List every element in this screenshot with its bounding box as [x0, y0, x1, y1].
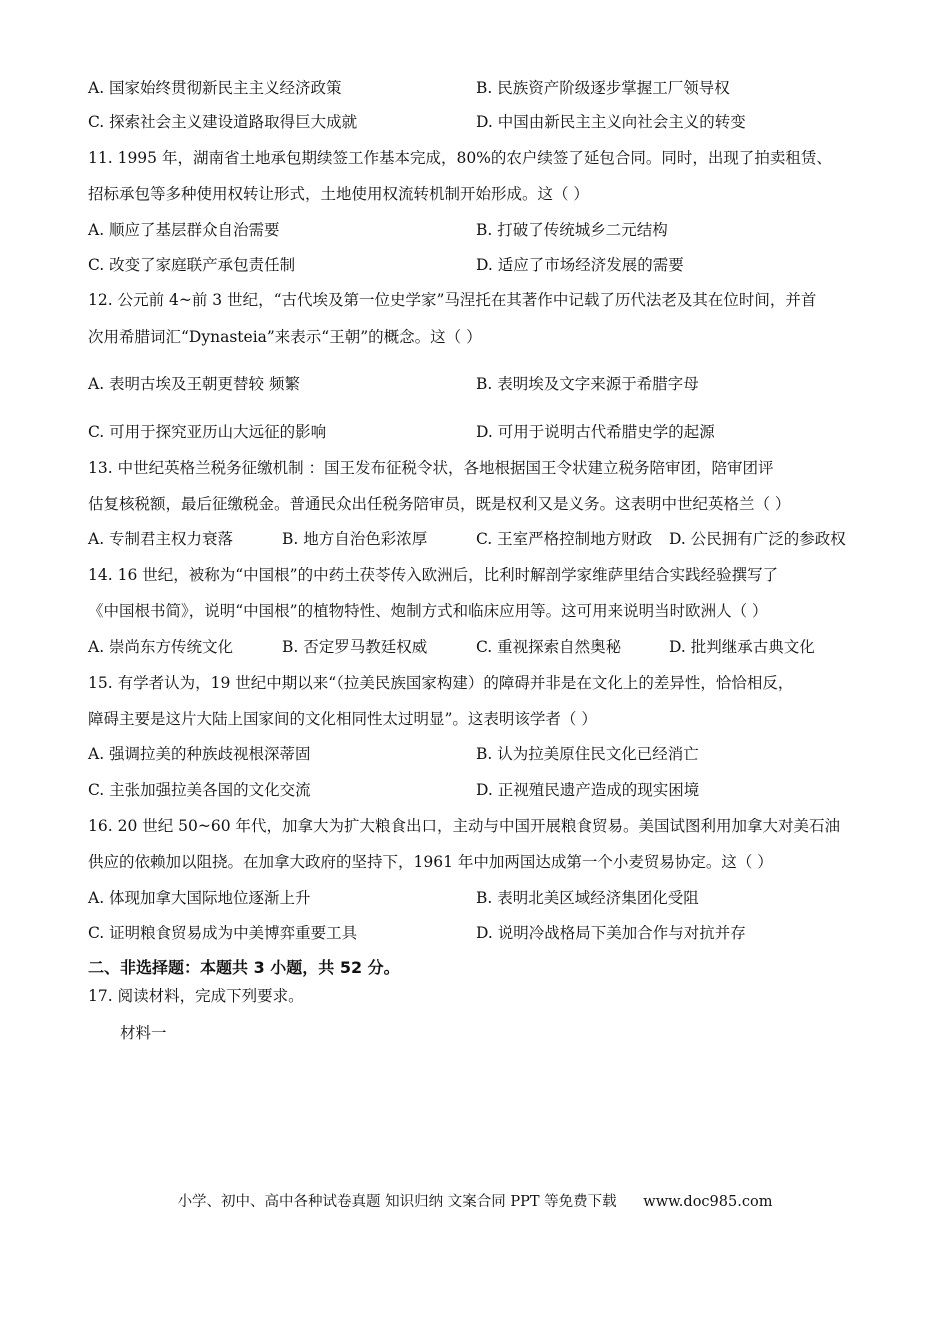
- q16-option-a: A. 体现加拿大国际地位逐渐上升: [88, 889, 311, 907]
- q11-stem-line2: 招标承包等多种使用权转让形式，土地使用权流转机制开始形成。这（ ）: [88, 185, 589, 203]
- q15-option-d: D. 正视殖民遗产造成的现实困境: [476, 781, 700, 799]
- page-footer: [0, 1190, 950, 1211]
- q15-option-b: B. 认为拉美原住民文化已经消亡: [476, 745, 699, 763]
- footer-text: 小学、初中、高中各种试卷真题 知识归纳 文案合同 PPT 等免费下载: [177, 1194, 617, 1210]
- q12-option-c: C. 可用于探究亚历山大远征的影响: [88, 423, 327, 441]
- q11-stem-line1: 11. 1995 年，湖南省土地承包期续签工作基本完成，80%的农户续签了延包合同。同时，出现了拍卖租赁、: [88, 149, 832, 167]
- q14-option-c: C. 重视探索自然奥秘: [476, 638, 622, 656]
- q16-stem-line2: 供应的依赖加以阻挠。在加拿大政府的坚持下，1961 年中加两国达成第一个小麦贸易协定。这（ ）: [88, 853, 773, 871]
- q13-option-c: C. 王室严格控制地方财政: [476, 530, 653, 548]
- q14-option-d: D. 批判继承古典文化: [669, 638, 815, 656]
- material-one-label: 材料一: [120, 1024, 167, 1042]
- q16-option-c: C. 证明粮食贸易成为中美博弈重要工具: [88, 924, 358, 942]
- q12-option-b: B. 表明埃及文字来源于希腊字母: [476, 375, 699, 393]
- q15-option-a: A. 强调拉美的种族歧视根深蒂固: [88, 745, 311, 763]
- q13-option-d: D. 公民拥有广泛的参政权: [669, 530, 846, 548]
- q12-stem-line1: 12. 公元前 4~前 3 世纪，“古代埃及第一位史学家”马涅托在其著作中记载了历代法老及其在位时间，并首: [88, 291, 817, 309]
- q10-option-a: A. 国家始终贯彻新民主主义经济政策: [88, 79, 342, 97]
- q14-option-a: A. 崇尚东方传统文化: [88, 638, 234, 656]
- q12-option-a: A. 表明古埃及王朝更替较 频繁: [88, 375, 300, 393]
- q11-option-c: C. 改变了家庭联产承包责任制: [88, 256, 296, 274]
- q14-stem-line2: 《中国根书简》，说明“中国根”的植物特性、炮制方式和临床应用等。这可用来说明当时欧洲人（ ）: [88, 602, 768, 620]
- q16-stem-line1: 16. 20 世纪 50~60 年代，加拿大为扩大粮食出口，主动与中国开展粮食贸易。美国试图利用加拿大对美石油: [88, 817, 841, 835]
- q17-stem: 17. 阅读材料，完成下列要求。: [88, 987, 304, 1005]
- q13-option-b: B. 地方自治色彩浓厚: [282, 530, 428, 548]
- section-heading: 二、非选择题：本题共 3 小题，共 52 分。: [88, 958, 400, 977]
- q11-option-d: D. 适应了市场经济发展的需要: [476, 256, 684, 274]
- q16-option-d: D. 说明冷战格局下美加合作与对抗并存: [476, 924, 746, 942]
- q15-stem-line1: 15. 有学者认为，19 世纪中期以来“（拉美民族国家构建）的障碍并非是在文化上的差异性，恰恰相反，: [88, 674, 794, 692]
- q10-option-d: D. 中国由新民主主义向社会主义的转变: [476, 113, 746, 131]
- q11-option-a: A. 顺应了基层群众自治需要: [88, 221, 280, 239]
- q13-stem-line2: 估复核税额，最后征缴税金。普通民众出任税务陪审员，既是权利又是义务。这表明中世纪英格兰（ ）: [88, 495, 791, 513]
- q14-option-b: B. 否定罗马教廷权威: [282, 638, 428, 656]
- q10-option-b: B. 民族资产阶级逐步掌握工厂领导权: [476, 79, 730, 97]
- q13-option-a: A. 专制君主权力衰落: [88, 530, 234, 548]
- q12-stem-line2: 次用希腊词汇“Dynasteia”来表示“王朝”的概念。这（ ）: [88, 328, 482, 346]
- q14-stem-line1: 14. 16 世纪，被称为“中国根”的中药土茯苓传入欧洲后，比利时解剖学家维萨里结合实践经验撰写了: [88, 566, 779, 584]
- q16-option-b: B. 表明北美区域经济集团化受阻: [476, 889, 699, 907]
- q10-option-c: C. 探索社会主义建设道路取得巨大成就: [88, 113, 358, 131]
- q11-option-b: B. 打破了传统城乡二元结构: [476, 221, 668, 239]
- q15-stem-line2: 障碍主要是这片大陆上国家间的文化相同性太过明显”。这表明该学者（ ）: [88, 710, 597, 728]
- q12-option-d: D. 可用于说明古代希腊史学的起源: [476, 423, 715, 441]
- q13-stem-line1: 13. 中世纪英格兰税务征缴机制 ：国王发布征税令状，各地根据国王令状建立税务陪审团，陪审团评: [88, 459, 774, 477]
- footer-url[interactable]: www.doc985.com: [643, 1194, 773, 1210]
- q15-option-c: C. 主张加强拉美各国的文化交流: [88, 781, 311, 799]
